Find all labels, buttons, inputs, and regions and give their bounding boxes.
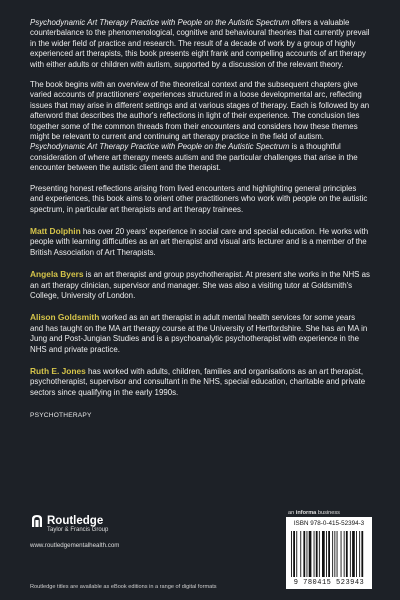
informa-tagline bbox=[288, 510, 340, 516]
book-title-italic: Psychodynamic Art Therapy Practice with People on the Autistic Spectrum bbox=[30, 18, 290, 27]
barcode-bar bbox=[326, 531, 327, 577]
blurb-text: The book begins with an overview of the theoretical context and the subsequent chapters give varied accounts of practitioners' experiences structured in a loose developmental arc, reflecting issues that may arise in different settings and at various stages of therapy. Each is followed by an afterword that describes the author's reflections in light of their experience. The conclusion ties together some of the common threads from their encounters and considers how these themes might be relevant to current and continuing art therapy practice in the field of autism. bbox=[30, 80, 370, 142]
ebook-note: Routledge titles are available as eBook editions in a range of digital formats bbox=[30, 584, 217, 590]
author-bio-text: worked as an art therapist in adult mental health services for some years and has taught on the MA art therapy course at the University of Hertfordshire. She has an MA in Jung and Post-Jungian Studies and is a psychoanalytic psychotherapist with experience in the NHS and private practice. bbox=[30, 313, 368, 354]
barcode-bar bbox=[300, 531, 301, 577]
barcode bbox=[286, 517, 372, 589]
blurb-paragraph-3: Presenting honest reflections arising from lived encounters and highlighting general principles and experiences, this book aims to orient other practitioners who work with people on the autistic spectrum, in particular art therapists and art therapy trainees. bbox=[30, 183, 368, 214]
author-name: Ruth E. Jones bbox=[30, 365, 86, 376]
blurb-text: offers a valuable counterbalance to the phenomenological, cognitive and behavioural theories that currently prevail in the wider field of practice and research. The result of a decade of work by a group of highly experienced art therapists, this book presents eight frank and compelling accounts of art therapy with either adults or children with autism, supported by a discussion of the relevant theory. bbox=[30, 18, 370, 69]
author-bio bbox=[30, 366, 370, 398]
barcode-bar bbox=[346, 531, 348, 577]
blurb-paragraph-1 bbox=[30, 18, 370, 70]
barcode-bar bbox=[361, 531, 363, 577]
publisher-group: Taylor & Francis Group bbox=[47, 527, 109, 533]
informa-brand: informa bbox=[295, 510, 317, 516]
barcode-bar bbox=[359, 531, 360, 577]
barcode-bar bbox=[316, 531, 318, 577]
routledge-logo-icon bbox=[30, 514, 44, 528]
barcode-bar bbox=[319, 531, 320, 577]
author-bio-text: is an art therapist and group psychotherapist. At present she works in the NHS as an art therapy clinician, supervisor and manager. She was also a visiting tutor at Goldsmith's College, University of London. bbox=[30, 270, 370, 300]
informa-suffix: business bbox=[316, 510, 340, 516]
isbn-label: ISBN 978-0-415-52394-3 bbox=[293, 520, 365, 527]
barcode-bar bbox=[356, 531, 357, 577]
barcode-bar bbox=[350, 531, 351, 577]
barcode-bar bbox=[341, 531, 342, 577]
barcode-bar bbox=[332, 531, 333, 577]
barcode-digits: 9 780415 523943 bbox=[293, 579, 365, 587]
barcode-bar bbox=[303, 531, 305, 577]
book-title-italic: Psychodynamic Art Therapy Practice with People on the Autistic Spectrum bbox=[30, 142, 290, 152]
barcode-bar bbox=[344, 531, 345, 577]
blurb-text: is a thoughtful consideration of where art therapy meets autism and the particular challenges that arise in the encounter between the autistic client and the therapist. bbox=[30, 142, 358, 173]
barcode-bar bbox=[291, 531, 292, 577]
barcode-bar bbox=[307, 531, 308, 577]
barcode-bar bbox=[328, 531, 330, 577]
barcode-bar bbox=[309, 531, 312, 577]
author-bio-text: has over 20 years' experience in social care and special education. He works with people with learning difficulties as an art therapist and visual arts lecturer and is a member of the British Association of Art Therapists. bbox=[30, 226, 369, 257]
barcode-bar bbox=[293, 531, 295, 577]
author-name: Alison Goldsmith bbox=[30, 312, 100, 323]
author-name: Matt Dolphin bbox=[30, 225, 81, 236]
barcode-bar bbox=[322, 531, 325, 577]
barcode-bar bbox=[337, 531, 338, 577]
barcode-bar bbox=[314, 531, 315, 577]
author-bio bbox=[30, 269, 370, 301]
publisher-name: Routledge bbox=[47, 515, 104, 527]
barcode-bar bbox=[352, 531, 355, 577]
blurb-paragraph-2 bbox=[30, 80, 370, 174]
author-name: Angela Byers bbox=[30, 269, 84, 280]
barcode-bar bbox=[296, 531, 297, 577]
author-bio bbox=[30, 312, 370, 355]
informa-prefix: an bbox=[288, 510, 296, 516]
author-bio bbox=[30, 226, 370, 258]
subject-category: PSYCHOTHERAPY bbox=[30, 412, 92, 420]
publisher-url: www.routledgementalhealth.com bbox=[30, 542, 120, 549]
barcode-bars bbox=[290, 531, 368, 577]
publisher-block bbox=[30, 514, 210, 549]
author-bio-text: has worked with adults, children, families and organisations as an art therapist, psychotherapist, supervisor and consultant in the NHS, special education, charitable and private sectors since qualifying in the early 1990s. bbox=[30, 366, 366, 397]
barcode-bar bbox=[334, 531, 335, 577]
publisher-logo bbox=[30, 514, 210, 528]
